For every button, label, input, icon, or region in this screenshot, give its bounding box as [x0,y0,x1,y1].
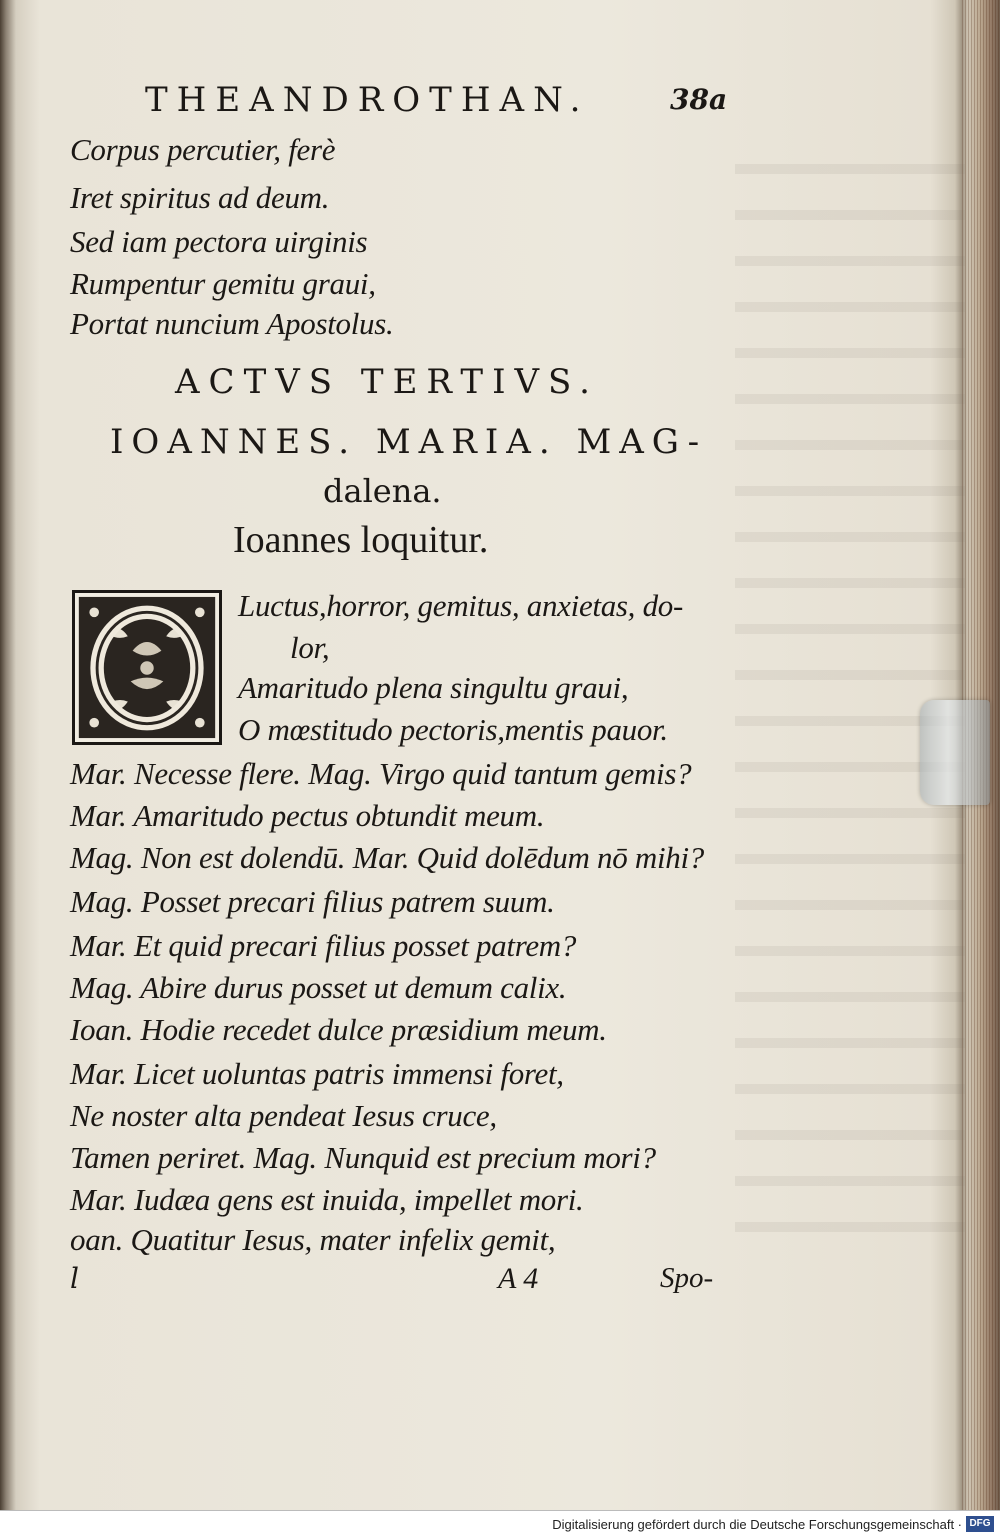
funding-credit: Digitalisierung gefördert durch die Deutsche Forschungsgemeinschaft · [552,1517,962,1532]
credit-bar [0,1510,1000,1538]
dialogue-line: Mar. Licet uoluntas patris immensi foret, [70,1056,564,1091]
decorated-initial-o-icon [75,593,219,742]
speaker-heading: Ioannes loquitur. [233,519,489,561]
persons-heading: IOANNES. MARIA. MAG- [110,422,708,462]
dialogue-line: Mar. Iudæa gens est inuida, impellet mori. [70,1182,584,1217]
decorated-initial [72,590,222,745]
signature-mark: A 4 [498,1262,539,1295]
act-heading: ACTVS TERTIVS. [175,362,599,402]
verse-line: Rumpentur gemitu graui, [70,266,376,301]
dfg-logo-icon: DFG [966,1516,994,1532]
dialogue-line: Mag. Posset precari filius patrem suum. [70,884,555,919]
verse-line: Luctus,horror, gemitus, anxietas, do- [238,588,684,623]
dialogue-line: Ioan. Hodie recedet dulce præsidium meum. [70,1012,607,1047]
verse-line: Corpus percutier, ferè [70,132,336,167]
dialogue-line: Mag. Abire durus posset ut demum calix. [70,970,567,1005]
verse-line: Amaritudo plena singultu graui, [238,670,629,705]
running-head: THEANDROTHAN. [145,80,590,120]
dialogue-line: oan. Quatitur Iesus, mater infelix gemit, [70,1222,556,1257]
verse-line: O mœstitudo pectoris,mentis pauor. [238,712,668,747]
dialogue-line: Mar. Et quid precari filius posset patrem? [70,928,577,963]
verse-line: Sed iam pectora uirginis [70,224,368,259]
catchword: Spo- [660,1262,714,1294]
page-header [145,80,728,120]
verse-line: Portat nuncium Apostolus. [70,306,394,341]
persons-heading-cont: dalena. [323,472,442,510]
dialogue-line: Mar. Necesse flere. Mag. Virgo quid tantum gemis? [70,756,692,791]
dialogue-line: Tamen periret. Mag. Nunquid est precium mori? [70,1140,656,1175]
dialogue-line: Ne noster alta pendeat Iesus cruce, [70,1098,497,1133]
dialogue-line: Mag. Non est dolendū. Mar. Quid dolēdum nō mihi? [70,840,704,875]
footer-mark: l [70,1262,79,1295]
dialogue-line: Mar. Amaritudo pectus obtundit meum. [70,798,545,833]
folio-number: 38a [670,83,728,116]
verse-line: Iret spiritus ad deum. [70,180,330,215]
verse-line: lor, [290,630,330,665]
